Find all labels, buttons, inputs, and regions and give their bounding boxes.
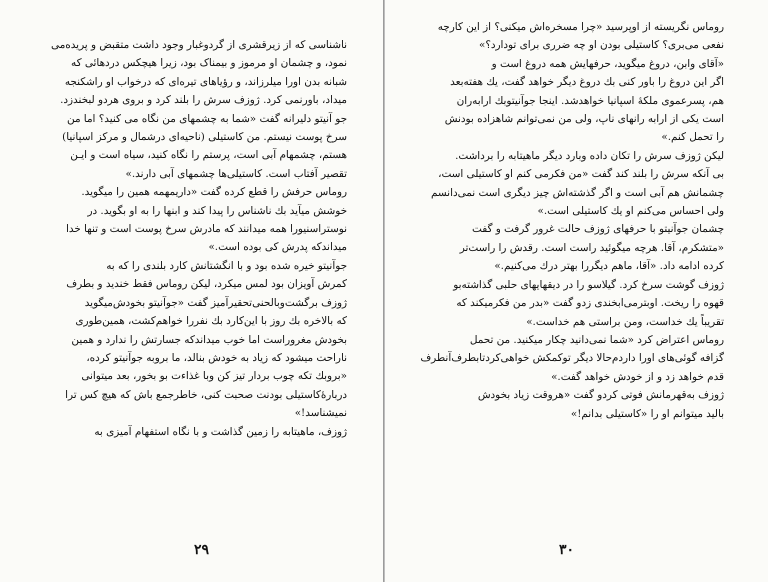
- right-page-text: [413, 18, 724, 423]
- text-line: ژوزف، ماهیتابه را زمین گذاشت و با نگاه استفهام آمیزی به: [94, 425, 347, 438]
- text-line: اگر این دروغ را باور کنی بك دروغ دیگر خواهد گفت، یك هفته‌بعد: [450, 76, 724, 89]
- text-line: تقریباً یك خداست، ومن براستی هم خداست.»: [526, 315, 724, 328]
- text-line: لیکن ژوزف سرش را تکان داده وبارد دیگر ماهیتابه را برداشت.: [455, 149, 724, 162]
- text-line: «متشکرم، آقا. هرچه میگوئید راست است. رقدش را راست‌تر: [459, 241, 724, 254]
- text-line: نفعی می‌بری؟ کاستیلی بودن او چه ضرری برای تودارد؟»: [479, 39, 724, 52]
- text-line: گزافه گوئی‌های اورا داردم‌حالا دیگر تو‌کمکش خواهی‌کرد‌تابطرف‌آنطرف: [420, 352, 724, 365]
- text-line: جوآنیتو خیره شده بود و با انگشتانش کارد بلندی را که به: [106, 259, 347, 272]
- text-line: که بالاخره بك روز با این‌کارد بك نفررا خواهم‌کشت، همین‌طوری: [75, 315, 347, 328]
- text-line: میداندکه پدرش کی بوده است.»: [208, 241, 347, 254]
- text-line: کرده ادامه داد. «آقا، ماهم دیگررا بهتر درك می‌کنیم.»: [494, 260, 724, 273]
- page-number: ۲۹: [193, 542, 210, 558]
- text-line: روماس نگریسته از اوپرسید «چرا مسخره‌اش میکنی؟ از این کارچه: [437, 21, 724, 33]
- right-page: [385, 0, 768, 582]
- text-line: ژوزف گوشت سرخ کرد. گیلاسو را در دیقهایهای حلبی گذاشته‌بو: [453, 278, 724, 291]
- text-line: ژوزف برگشت‌وبالحنی‌تحقیرآمیز گفت «جوآنیتو بخودش‌میگوید: [84, 296, 347, 309]
- text-line: قدم خواهد زد و از خودش خواهد گفت.»: [551, 370, 724, 383]
- left-page: [0, 0, 383, 582]
- text-line: ولی احساس می‌کنم او یك کاستیلی است.»: [537, 205, 724, 218]
- text-line: روماس حرفش را قطع کرده گفت «داریمهمه همین را میگوید.: [81, 186, 347, 199]
- text-line: هم، پسرعموی ملکهٔ اسپانیا خواهدشد. اینجا جوآنیتوبك ارابه‌ران: [456, 94, 724, 107]
- text-line: ژوزف به‌قهرمانش فوتی کردو گفت «هرو‌قت زیاد بخودش: [477, 389, 724, 402]
- text-line: چشمانش هم آبی است و اگر گذشته‌اش چیز دیگری است نمی‌دانسم: [431, 186, 724, 199]
- text-line: نمیشناسد!»: [294, 407, 347, 420]
- text-line: نوستراسنیورا همه میدانند که مادرش سرخ پوست است و تنها خدا: [65, 223, 347, 236]
- text-line: قهوه را ریخت. اوبترمی‌ابخندی زدو گفت «بدر من فکرمیکند که: [456, 297, 724, 310]
- text-line: میداد، باورنمی کرد. ژوزف سرش را بلند کرد و بروی هردو لبخندزد.: [60, 94, 347, 107]
- text-line: بی آنکه سرش را بلند کند گفت «من فکرمی کنم او کاستیلی است،: [438, 168, 724, 181]
- text-line: چشمان جوآنیتو با حرفهای ژوزف حالت غرور گرفت و گفت: [472, 223, 724, 236]
- text-line: «آقای وابن، دروغ میگوید، حرفهایش همه دروغ است و: [491, 57, 724, 70]
- text-line: بخودش مغروراست اما خوب میداندکه جسارتش را ندارد و همین: [71, 333, 347, 346]
- text-line: را تحمل کنم.»: [661, 131, 724, 144]
- text-line: تقصیر آفتاب است. کاستیلی‌ها چشمهای آبی دارند.»: [125, 167, 347, 180]
- left-page-text: [40, 36, 347, 441]
- text-line: جو آنیتو دلیرانه گفت «شما به چشمهای من نگاه می کنید؟ اما من: [67, 112, 347, 125]
- text-line: کمرش آویزان بود لمس میکرد، لیکن روماس فقط خندید و بطرف: [66, 278, 347, 291]
- text-line: «بروبك تکه چوب بردار تیز کن وبا غذاءت بو بخور، بعد میتوانی: [81, 370, 347, 383]
- page-number: ۳۰: [558, 542, 575, 558]
- text-line: هستم، چشمهام آبی است، پرستم را نگاه کنید، سیاه است و ایـن: [70, 149, 347, 162]
- text-line: است یکی از ارابه رانهای ناپ، ولی من نمی‌توانم شاهزاده بودنش: [444, 113, 724, 126]
- text-line: سرخ پوست نیستم. من کاستیلی (ناحیه‌ای درشمال و مرکز اسپانیا): [62, 131, 347, 144]
- text-line: دربارهٔ‌کاستیلی بودنت صحبت کنی، خاطرجمع باش که هیچ کس ترا: [65, 388, 347, 401]
- text-line: نمود، و چشمان او مرموز و بیمناک بود، زیرا هیچکس دردهائی که: [71, 57, 347, 70]
- text-line: ناراحت میشود که زیاد به خودش بنالد، ما بروبه جوآنیتو کرده،: [86, 351, 347, 364]
- text-line: خوشش میآید بك ناشناس را پیدا کند و ابنها را به او بگوید. در: [87, 204, 347, 217]
- text-line: ناشناسی که از زیرقشری از گردوغبار وجود داشت متقبض و پریده‌می: [51, 39, 347, 51]
- text-line: بالید میتوانم او را «کاستیلی بدانم!»: [570, 407, 724, 420]
- text-line: روماس اعتراض کرد «شما نمی‌دانید چکار میکنید. من تحمل: [469, 333, 724, 346]
- text-line: شبانه بدن اورا میلرزاند، و رؤیاهای تیره‌ای که درخواب او راشکنجه: [64, 75, 347, 88]
